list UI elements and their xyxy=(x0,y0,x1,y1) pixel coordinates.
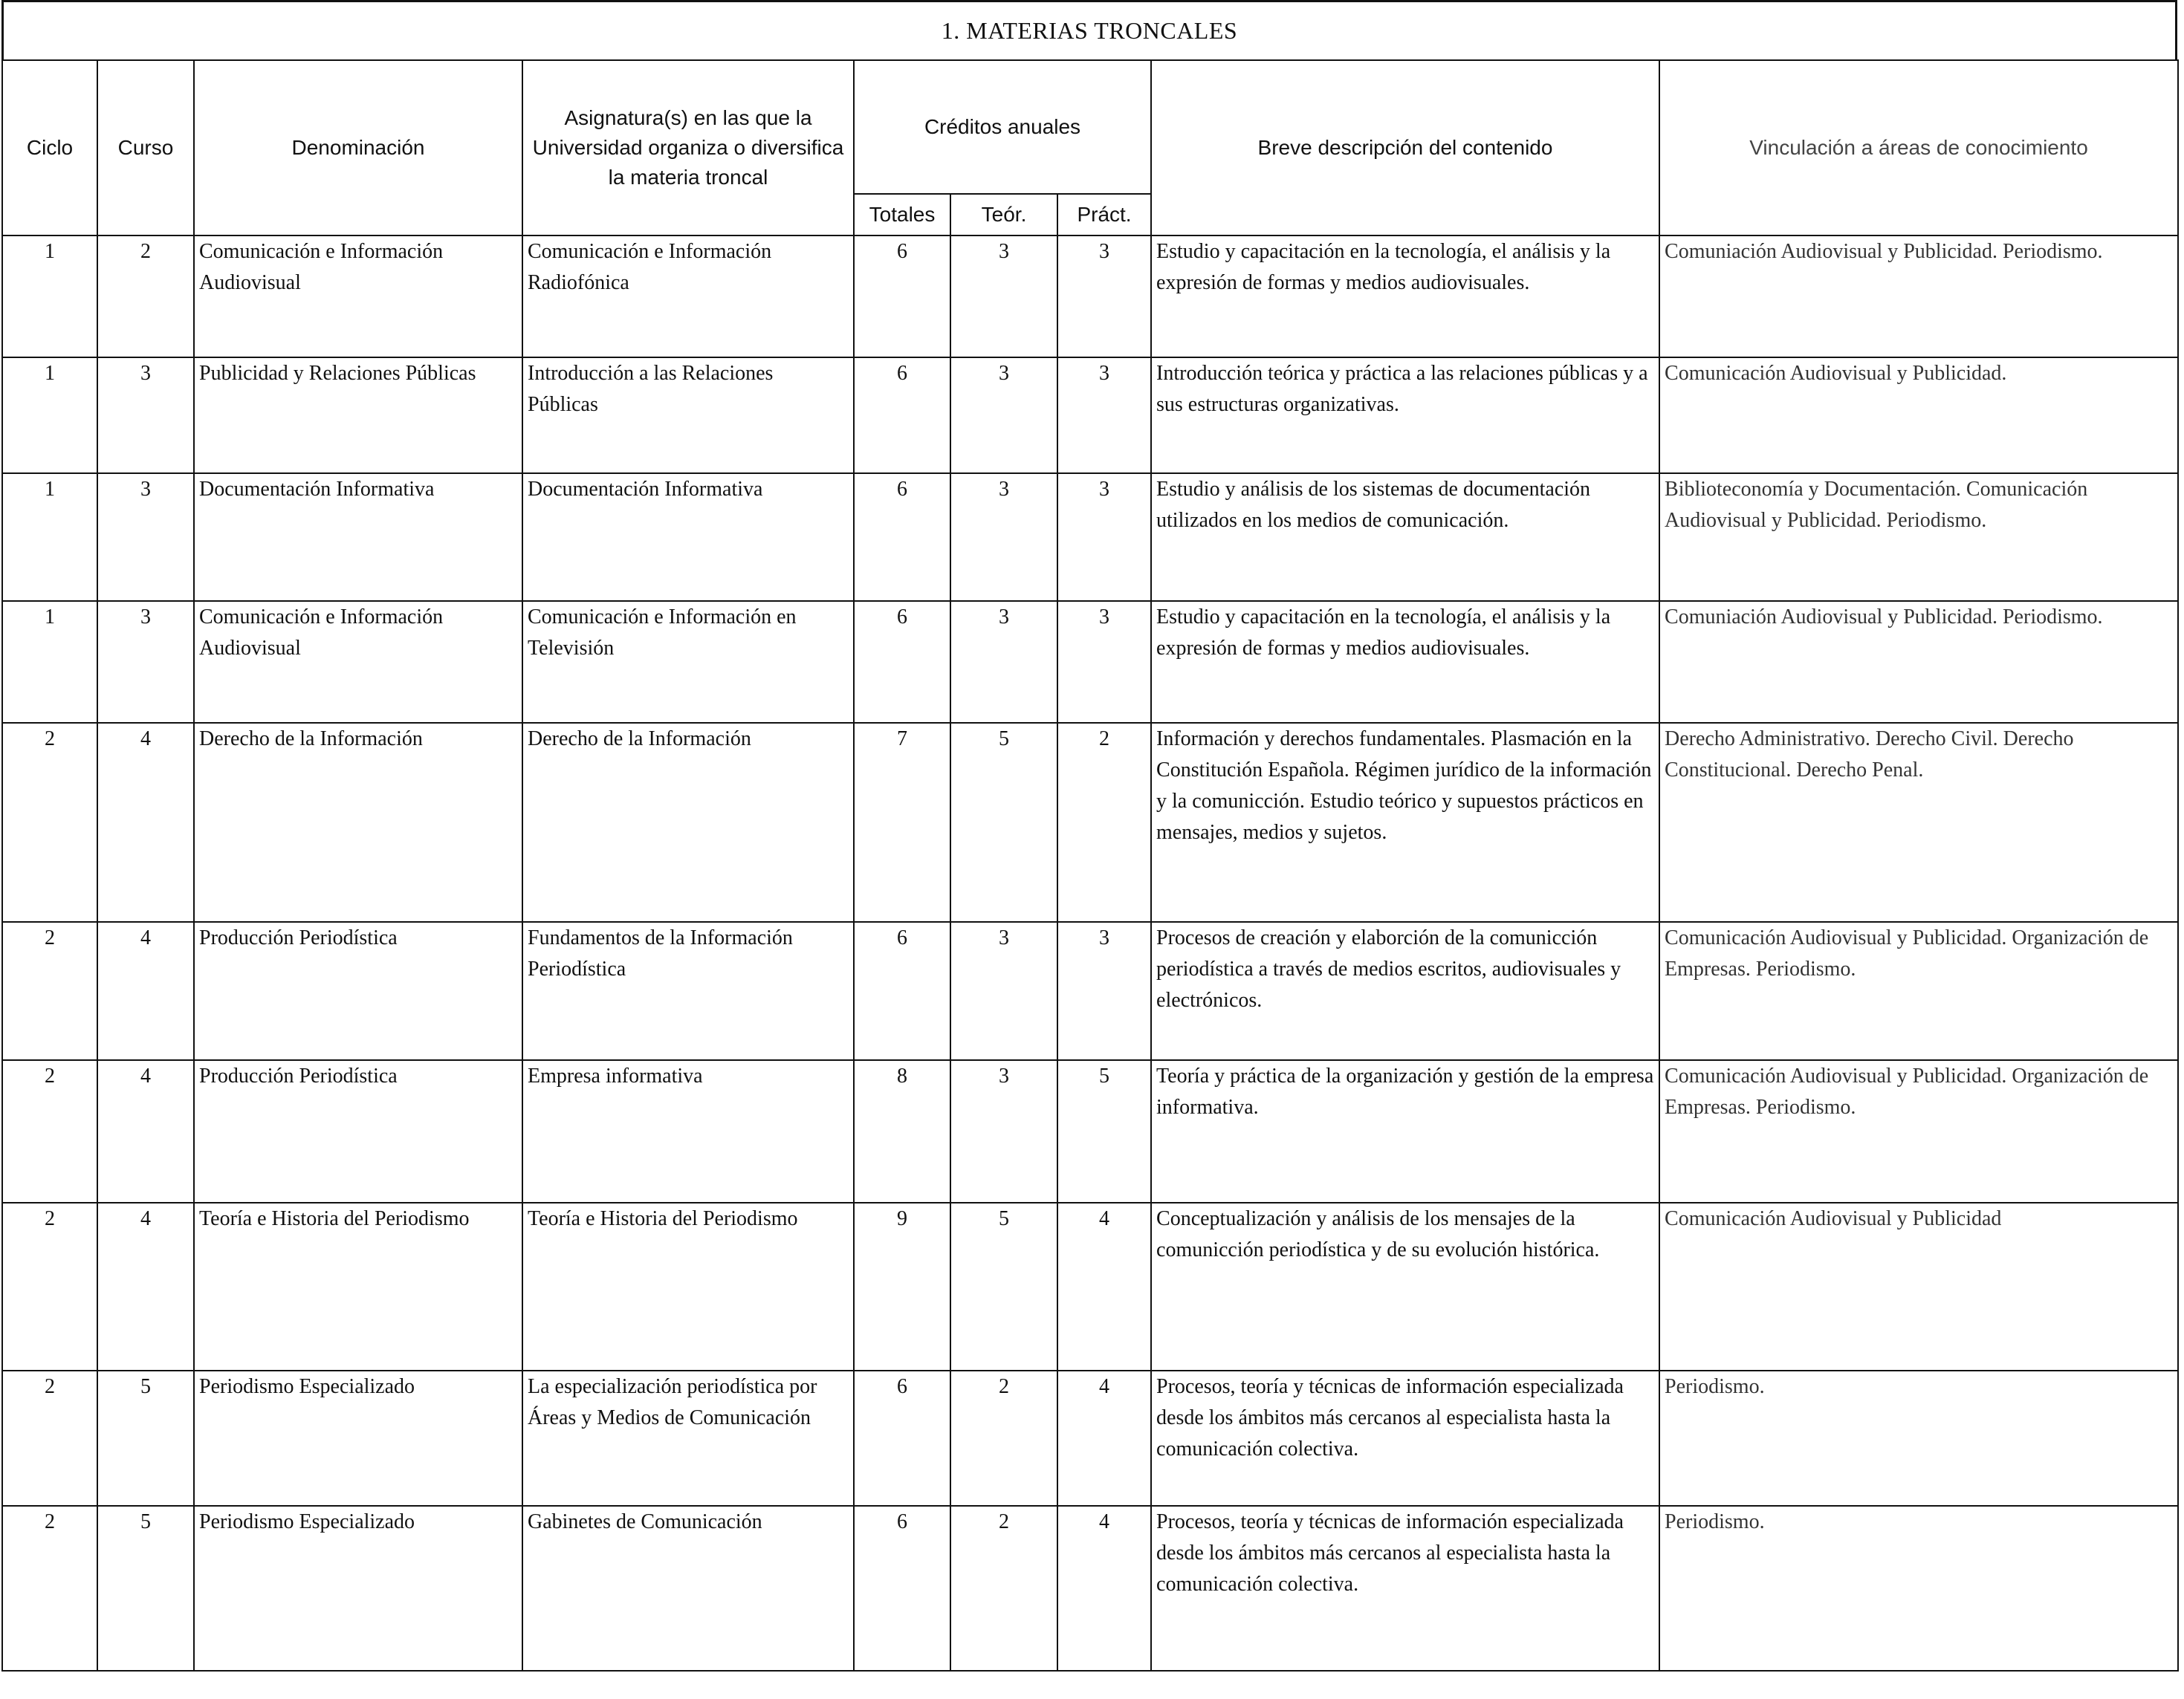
areas-cell: Biblioteconomía y Documentación. Comunicación Audiovisual y Publicidad. Periodismo. xyxy=(1659,473,2178,601)
asignatura-cell: Introducción a las Relaciones Públicas xyxy=(522,357,854,473)
curso-cell: 3 xyxy=(97,357,194,473)
descripcion-cell: Procesos, teoría y técnicas de información especializada desde los ámbitos más cercanos al especialista hasta la comunicación colectiva. xyxy=(1151,1506,1659,1671)
table-title: 1. MATERIAS TRONCALES xyxy=(1,0,2177,59)
denominacion-cell: Producción Periodística xyxy=(194,922,522,1060)
curso-cell: 4 xyxy=(97,1203,194,1371)
denominacion-cell: Producción Periodística xyxy=(194,1060,522,1203)
ciclo-cell: 1 xyxy=(2,235,97,357)
asignatura-cell: Fundamentos de la Información Periodística xyxy=(522,922,854,1060)
areas-cell: Comuniación Audiovisual y Publicidad. Periodismo. xyxy=(1659,235,2178,357)
teor-cell: 3 xyxy=(950,357,1057,473)
curso-cell: 3 xyxy=(97,473,194,601)
teor-cell: 2 xyxy=(950,1371,1057,1506)
curso-cell: 4 xyxy=(97,1060,194,1203)
totales-cell: 7 xyxy=(854,723,950,922)
pract-cell: 5 xyxy=(1057,1060,1151,1203)
header-teor: Teór. xyxy=(950,194,1057,235)
table-row xyxy=(2,1203,2178,1371)
totales-cell: 6 xyxy=(854,1371,950,1506)
denominacion-cell: Teoría e Historia del Periodismo xyxy=(194,1203,522,1371)
denominacion-cell: Periodismo Especializado xyxy=(194,1371,522,1506)
denominacion-cell: Periodismo Especializado xyxy=(194,1506,522,1671)
areas-cell: Comunicación Audiovisual y Publicidad. Organización de Empresas. Periodismo. xyxy=(1659,922,2178,1060)
curso-cell: 2 xyxy=(97,235,194,357)
table-row xyxy=(2,1506,2178,1671)
descripcion-cell: Información y derechos fundamentales. Plasmación en la Constitución Española. Régimen jurídico de la información y la comunicción. Estudio teórico y supuestos prácticos en mensajes, medios y sujetos. xyxy=(1151,723,1659,922)
areas-cell: Periodismo. xyxy=(1659,1506,2178,1671)
header-asignaturas: Asignatura(s) en las que la Universidad organiza o diversifica la materia troncal xyxy=(522,60,854,235)
asignatura-cell: La especialización periodística por Áreas y Medios de Comunicación xyxy=(522,1371,854,1506)
asignatura-cell: Derecho de la Información xyxy=(522,723,854,922)
descripcion-cell: Procesos, teoría y técnicas de información especializada desde los ámbitos más cercanos al especialista hasta la comunicación colectiva. xyxy=(1151,1371,1659,1506)
areas-cell: Derecho Administrativo. Derecho Civil. Derecho Constitucional. Derecho Penal. xyxy=(1659,723,2178,922)
curso-cell: 4 xyxy=(97,723,194,922)
asignatura-cell: Gabinetes de Comunicación xyxy=(522,1506,854,1671)
totales-cell: 6 xyxy=(854,601,950,723)
totales-cell: 6 xyxy=(854,235,950,357)
totales-cell: 8 xyxy=(854,1060,950,1203)
ciclo-cell: 1 xyxy=(2,357,97,473)
teor-cell: 3 xyxy=(950,473,1057,601)
denominacion-cell: Comunicación e Información Audiovisual xyxy=(194,235,522,357)
ciclo-cell: 2 xyxy=(2,1060,97,1203)
descripcion-cell: Teoría y práctica de la organización y gestión de la empresa informativa. xyxy=(1151,1060,1659,1203)
pract-cell: 4 xyxy=(1057,1203,1151,1371)
ciclo-cell: 2 xyxy=(2,1506,97,1671)
areas-cell: Comunicación Audiovisual y Publicidad. Organización de Empresas. Periodismo. xyxy=(1659,1060,2178,1203)
denominacion-cell: Publicidad y Relaciones Públicas xyxy=(194,357,522,473)
asignatura-cell: Empresa informativa xyxy=(522,1060,854,1203)
curso-cell: 4 xyxy=(97,922,194,1060)
ciclo-cell: 2 xyxy=(2,723,97,922)
table-row xyxy=(2,601,2178,723)
header-vinculacion: Vinculación a áreas de conocimiento xyxy=(1659,60,2178,235)
pract-cell: 3 xyxy=(1057,922,1151,1060)
areas-cell: Comunicación Audiovisual y Publicidad xyxy=(1659,1203,2178,1371)
header-ciclo: Ciclo xyxy=(2,60,97,235)
descripcion-cell: Procesos de creación y elaborción de la comunicción periodística a través de medios escritos, audiovisuales y electrónicos. xyxy=(1151,922,1659,1060)
ciclo-cell: 1 xyxy=(2,601,97,723)
pract-cell: 4 xyxy=(1057,1506,1151,1671)
areas-cell: Comuniación Audiovisual y Publicidad. Periodismo. xyxy=(1659,601,2178,723)
totales-cell: 6 xyxy=(854,1506,950,1671)
pract-cell: 3 xyxy=(1057,473,1151,601)
table-row xyxy=(2,235,2178,357)
ciclo-cell: 1 xyxy=(2,473,97,601)
teor-cell: 2 xyxy=(950,1506,1057,1671)
descripcion-cell: Estudio y análisis de los sistemas de documentación utilizados en los medios de comunicación. xyxy=(1151,473,1659,601)
denominacion-cell: Documentación Informativa xyxy=(194,473,522,601)
header-pract: Práct. xyxy=(1057,194,1151,235)
totales-cell: 6 xyxy=(854,473,950,601)
curso-cell: 3 xyxy=(97,601,194,723)
descripcion-cell: Estudio y capacitación en la tecnología, el análisis y la expresión de formas y medios audiovisuales. xyxy=(1151,601,1659,723)
totales-cell: 6 xyxy=(854,357,950,473)
areas-cell: Periodismo. xyxy=(1659,1371,2178,1506)
asignatura-cell: Comunicación e Información Radiofónica xyxy=(522,235,854,357)
descripcion-cell: Introducción teórica y práctica a las relaciones públicas y a sus estructuras organizativas. xyxy=(1151,357,1659,473)
teor-cell: 3 xyxy=(950,235,1057,357)
denominacion-cell: Comunicación e Información Audiovisual xyxy=(194,601,522,723)
pract-cell: 3 xyxy=(1057,601,1151,723)
ciclo-cell: 2 xyxy=(2,922,97,1060)
table-row xyxy=(2,473,2178,601)
table-row xyxy=(2,922,2178,1060)
teor-cell: 5 xyxy=(950,723,1057,922)
asignatura-cell: Documentación Informativa xyxy=(522,473,854,601)
ciclo-cell: 2 xyxy=(2,1203,97,1371)
document-page xyxy=(1,0,2180,1699)
header-totales: Totales xyxy=(854,194,950,235)
header-denominacion: Denominación xyxy=(194,60,522,235)
pract-cell: 4 xyxy=(1057,1371,1151,1506)
header-descripcion: Breve descripción del contenido xyxy=(1151,60,1659,235)
areas-cell: Comunicación Audiovisual y Publicidad. xyxy=(1659,357,2178,473)
ciclo-cell: 2 xyxy=(2,1371,97,1506)
materias-troncales-table xyxy=(1,59,2179,1672)
teor-cell: 5 xyxy=(950,1203,1057,1371)
table-row xyxy=(2,723,2178,922)
table-row xyxy=(2,1060,2178,1203)
teor-cell: 3 xyxy=(950,922,1057,1060)
descripcion-cell: Estudio y capacitación en la tecnología, el análisis y la expresión de formas y medios audiovisuales. xyxy=(1151,235,1659,357)
totales-cell: 6 xyxy=(854,922,950,1060)
header-creditos: Créditos anuales xyxy=(854,60,1151,194)
pract-cell: 3 xyxy=(1057,357,1151,473)
totales-cell: 9 xyxy=(854,1203,950,1371)
asignatura-cell: Comunicación e Información en Televisión xyxy=(522,601,854,723)
asignatura-cell: Teoría e Historia del Periodismo xyxy=(522,1203,854,1371)
teor-cell: 3 xyxy=(950,1060,1057,1203)
descripcion-cell: Conceptualización y análisis de los mensajes de la comunicción periodística y de su evolución histórica. xyxy=(1151,1203,1659,1371)
header-curso: Curso xyxy=(97,60,194,235)
pract-cell: 3 xyxy=(1057,235,1151,357)
pract-cell: 2 xyxy=(1057,723,1151,922)
denominacion-cell: Derecho de la Información xyxy=(194,723,522,922)
curso-cell: 5 xyxy=(97,1371,194,1506)
table-body xyxy=(2,235,2178,1671)
curso-cell: 5 xyxy=(97,1506,194,1671)
table-row xyxy=(2,357,2178,473)
teor-cell: 3 xyxy=(950,601,1057,723)
table-row xyxy=(2,1371,2178,1506)
